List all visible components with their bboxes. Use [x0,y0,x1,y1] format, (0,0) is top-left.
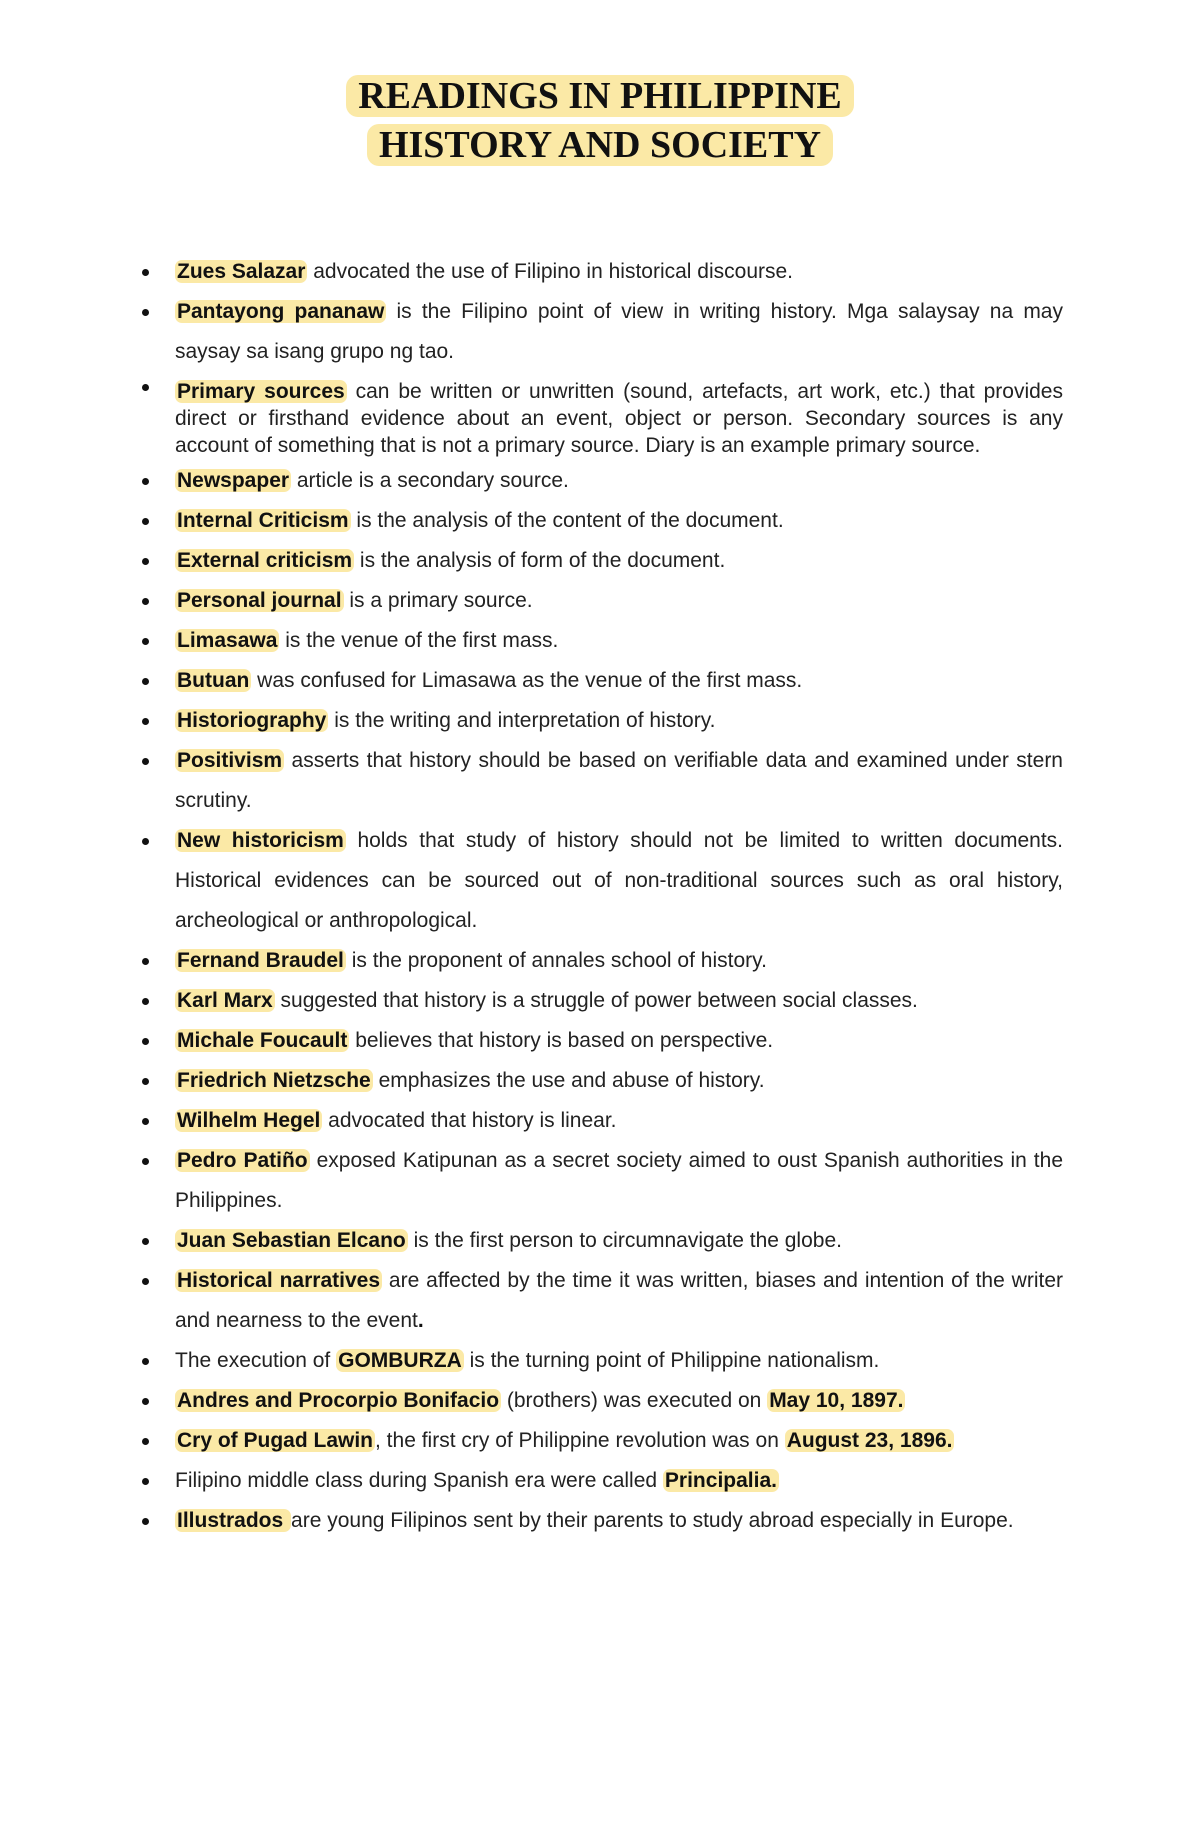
list-item [175,1021,1063,1061]
highlighted-term: Limasawa [177,629,278,652]
highlighted-term: Cry of Pugad Lawin [177,1429,374,1452]
item-text: are young Filipinos sent by their parents to study abroad especially in Europe. [291,1509,1014,1532]
highlighted-term: Karl Marx [177,989,273,1012]
item-text: is the writing and interpretation of history. [328,709,716,732]
item-text: is the turning point of Philippine nationalism. [463,1349,880,1372]
list-item [175,621,1063,661]
item-text: was confused for Limasawa as the venue of the first mass. [251,669,803,692]
highlighted-term: Newspaper [177,469,290,492]
list-item [175,1221,1063,1261]
highlighted-term: Historiography [177,709,327,732]
item-text: can be written or unwritten (sound, artefacts, art work, etc.) that provides direct or firsthand evidence about an event, object or person. Secondary sources is any account of something that is not a primary source. Diary is an example primary source. [175,380,1063,457]
document-title [0,72,1200,170]
list-item [175,661,1063,701]
list-item [175,1461,1063,1501]
list-item [175,701,1063,741]
item-text: are affected by the time it was written, biases and intention of the writer and nearness to the event [175,1269,1063,1332]
item-text: is the proponent of annales school of history. [345,949,767,972]
item-text: is the analysis of the content of the document. [350,509,784,532]
item-text: (brothers) was executed on [501,1389,768,1412]
highlighted-term: New historicism [177,829,344,852]
item-text: is the analysis of form of the document. [354,549,726,572]
item-text: The execution of [175,1349,337,1372]
list-item [175,941,1063,981]
item-text: . [417,1309,424,1332]
item-text: advocated that history is linear. [322,1109,617,1132]
list-item [175,461,1063,501]
list-item [175,1421,1063,1461]
list-item [175,821,1063,941]
list-item [175,1101,1063,1141]
item-text: believes that history is based on perspective. [349,1029,774,1052]
highlighted-term: External criticism [177,549,353,572]
list-item [175,252,1063,292]
list-item [175,1341,1063,1381]
list-item [175,1261,1063,1341]
highlighted-term: Positivism [177,749,283,772]
item-text: advocated the use of Filipino in historical discourse. [307,260,794,283]
highlighted-term: Illustrados [177,1509,290,1532]
highlighted-term: Internal Criticism [177,509,349,532]
list-item [175,581,1063,621]
highlighted-term: Historical narratives [177,1269,380,1292]
list-item [175,981,1063,1021]
item-text: asserts that history should be based on verifiable data and examined under stern scrutiny. [175,749,1063,812]
list-item [175,501,1063,541]
item-text: is the venue of the first mass. [279,629,559,652]
item-text: holds that study of history should not be limited to written documents. Historical evidences can be sourced out of non-traditional sources such as oral history, archeological or anthropological. [175,829,1063,932]
highlighted-term: Zues Salazar [177,260,306,283]
list-item [175,1501,1063,1541]
highlighted-term: Personal journal [177,589,342,612]
title-line-1: READINGS IN PHILIPPINE [346,75,854,117]
highlighted-term: Principalia. [664,1469,777,1492]
highlighted-term: Pedro Patiño [177,1149,308,1172]
highlighted-term: May 10, 1897. [769,1389,904,1412]
highlighted-term: Butuan [177,669,250,692]
highlighted-term: August 23, 1896. [786,1429,953,1452]
item-text: , the first cry of Philippine revolution was on [375,1429,785,1452]
item-text: exposed Katipunan as a secret society aimed to oust Spanish authorities in the Philippines. [175,1149,1063,1212]
item-text: is a primary source. [343,589,533,612]
list-item [175,741,1063,821]
item-text: emphasizes the use and abuse of history. [372,1069,765,1092]
highlighted-term: Pantayong pananaw [177,300,385,323]
highlighted-term: Primary sources [177,380,345,403]
highlighted-term: Juan Sebastian Elcano [177,1229,406,1252]
highlighted-term: GOMBURZA [338,1349,462,1372]
item-text: suggested that history is a struggle of power between social classes. [274,989,918,1012]
list-item [175,1061,1063,1101]
highlighted-term: Andres and Procorpio Bonifacio [177,1389,500,1412]
item-text: is the Filipino point of view in writing history. Mga salaysay na may saysay sa isang grupo ng tao. [175,300,1063,363]
list-item [175,1381,1063,1421]
list-item [175,1141,1063,1221]
title-line-2: HISTORY AND SOCIETY [367,124,833,166]
list-item [175,292,1063,372]
highlighted-term: Michale Foucault [177,1029,348,1052]
item-text: Filipino middle class during Spanish era were called [175,1469,663,1492]
highlighted-term: Wilhelm Hegel [177,1109,321,1132]
list-item [175,372,1063,461]
list-item [175,541,1063,581]
highlighted-term: Friedrich Nietzsche [177,1069,371,1092]
item-text: is the first person to circumnavigate the globe. [407,1229,842,1252]
notes-list [175,252,1063,1541]
highlighted-term: Fernand Braudel [177,949,344,972]
item-text: article is a secondary source. [291,469,569,492]
